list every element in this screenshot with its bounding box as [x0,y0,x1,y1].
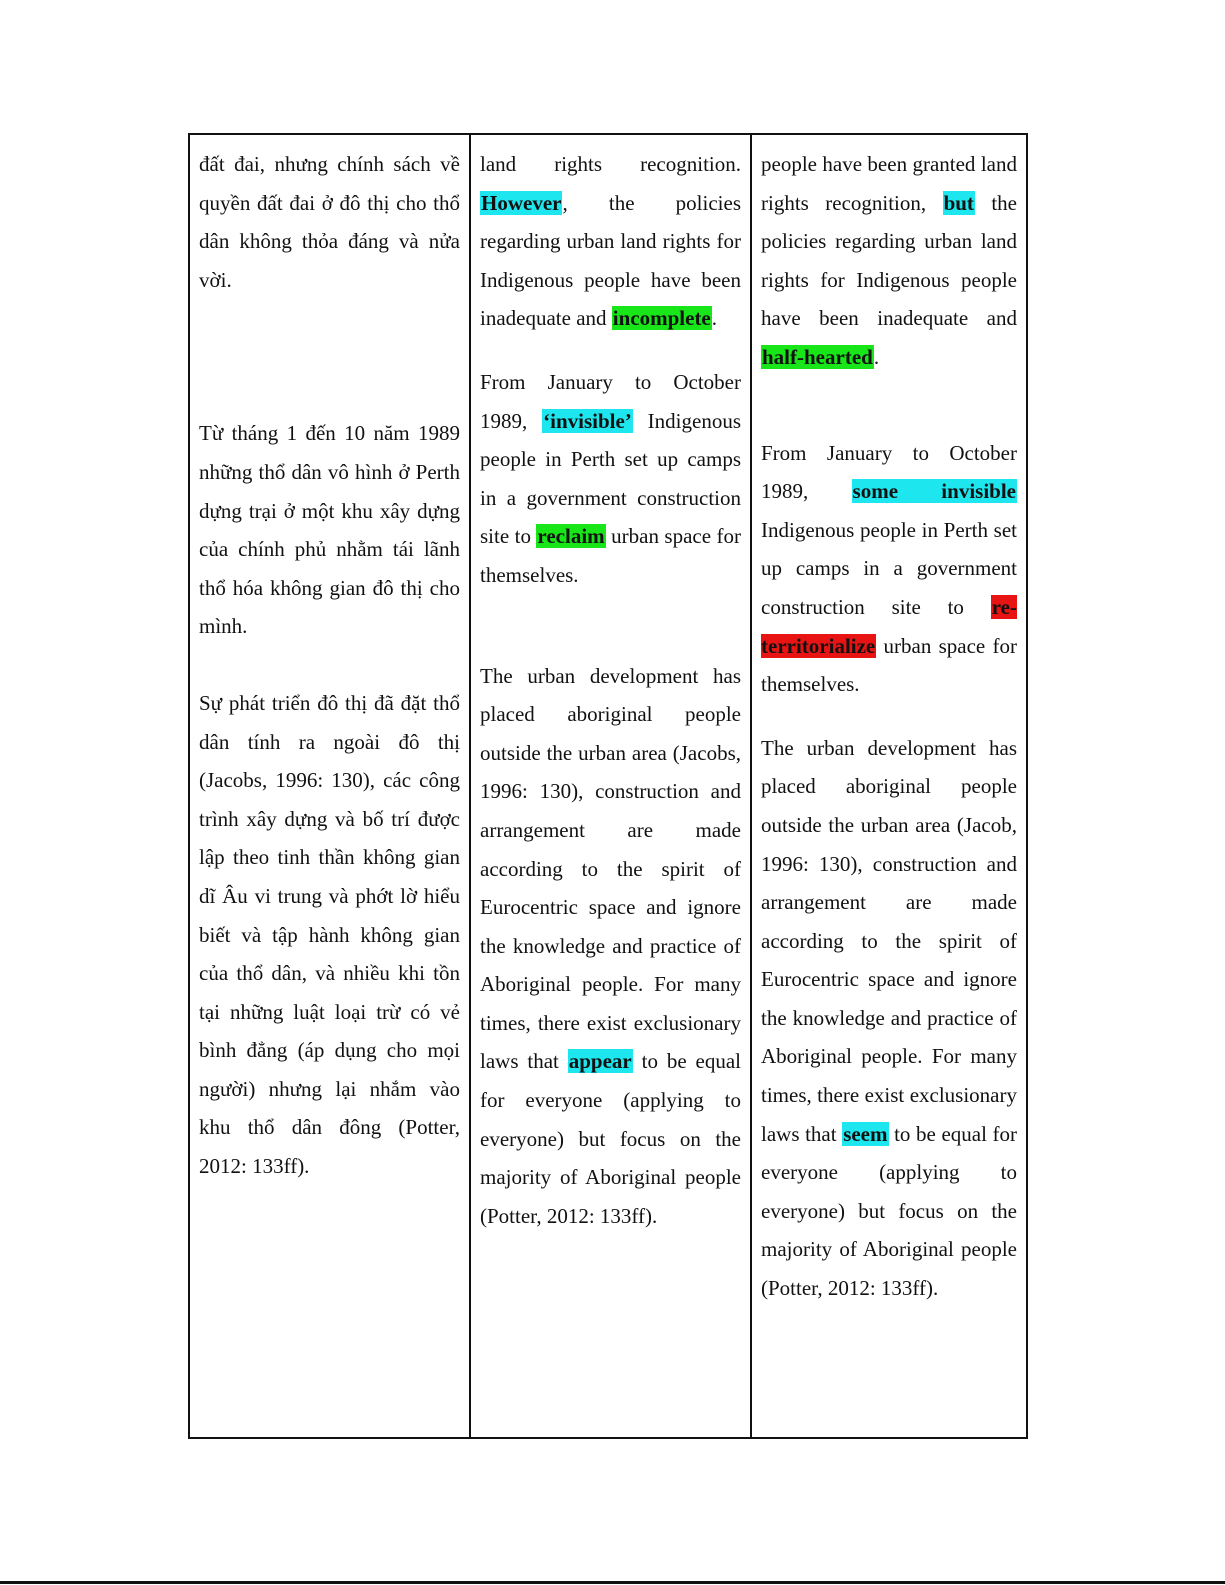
translation-b-paragraph-2 [761,434,1017,704]
translation-a-paragraph-3 [480,657,741,1236]
text-run: From January to October 1989, [480,369,741,433]
translation-b-paragraph-1 [761,145,1017,377]
highlight-incomplete: incomplete [612,306,711,331]
translation-b-paragraph-3 [761,729,1017,1308]
highlight-appear: appear [568,1049,632,1074]
text-run: The urban development has placed aboriginal people outside the urban area (Jacob, 1996: 130), construction and arrangement are made according to the spirit of Eurocentric space and ignore the knowledge and practice of Aboriginal people. For many times, there exist exclusionary laws that [761,735,1017,1146]
highlight-re-territorialize: re-territorialize [761,594,1017,658]
translation-a-column [470,134,751,1438]
text-run: urban space for themselves. [480,524,741,587]
highlight-reclaim: reclaim [537,524,605,549]
highlight-some-invisible: some invisible [852,479,1016,504]
text-run: . [711,306,718,331]
text-run: the policies regarding urban land rights for Indigenous people have been inadequate and [761,190,1017,331]
text-run: people have been granted land rights recognition, [761,152,1017,215]
text-run: , the policies regarding urban land rights for Indigenous people have been inadequate and [480,190,741,331]
text-run: urban space for themselves. [761,633,1017,697]
highlight-invisible: ‘invisible’ [543,408,632,433]
text-run: Indigenous people in Perth set up camps in a government construction site to [761,517,1017,619]
text-run: Indigenous people in Perth set up camps in a government construction site to [480,408,742,549]
translation-b-column [751,134,1027,1438]
highlight-half-hearted: half-hearted [762,344,873,369]
translation-comparison-table [188,133,1028,1439]
text-run: . [873,344,880,369]
translation-a-paragraph-1 [480,145,741,338]
table-row [189,134,1027,1438]
vietnamese-paragraph-2: Từ tháng 1 đến 10 năm 1989 những thổ dân vô hình ở Perth dựng trại ở một khu xây dựng của chính phủ nhằm tái lãnh thổ hóa không gian đô thị cho mình. [199,421,460,639]
text-run: to be equal for everyone (applying to everyone) but focus on the majority of Aboriginal people (Potter, 2012: 133ff). [480,1049,741,1228]
translation-a-paragraph-2 [480,363,741,595]
text-run: land rights recognition. [480,152,741,176]
highlight-however: However [481,190,562,215]
text-run: From January to October 1989, [761,440,1017,504]
vietnamese-column [189,134,470,1438]
vietnamese-paragraph-3: Sự phát triển đô thị đã đặt thổ dân tính ra ngoài đô thị (Jacobs, 1996: 130), các công trình xây dựng và bố trí được lập theo tinh thần không gian dĩ Âu vi trung và phớt lờ hiểu biết và tập hành không gian của thổ dân, và nhiều khi tồn tại những luật loại trừ có vẻ bình đẳng (áp dụng cho mọi người) nhưng lại nhắm vào khu thổ dân đông (Potter, 2012: 133ff). [199,690,460,1179]
page-bottom-rule [0,1581,1225,1584]
vietnamese-paragraph-1: đất đai, nhưng chính sách về quyền đất đai ở đô thị cho thổ dân không thỏa đáng và nửa vời. [199,152,460,292]
text-run: The urban development has placed aboriginal people outside the urban area (Jacobs, 1996: 130), construction and arrangement are made according to the spirit of Eurocentric space and ignore the knowledge and practice of Aboriginal people. For many times, there exist exclusionary laws that [480,663,741,1074]
highlight-but: but [943,190,974,215]
text-run: to be equal for everyone (applying to everyone) but focus on the majority of Aboriginal people (Potter, 2012: 133ff). [761,1121,1018,1301]
highlight-seem: seem [843,1121,888,1146]
